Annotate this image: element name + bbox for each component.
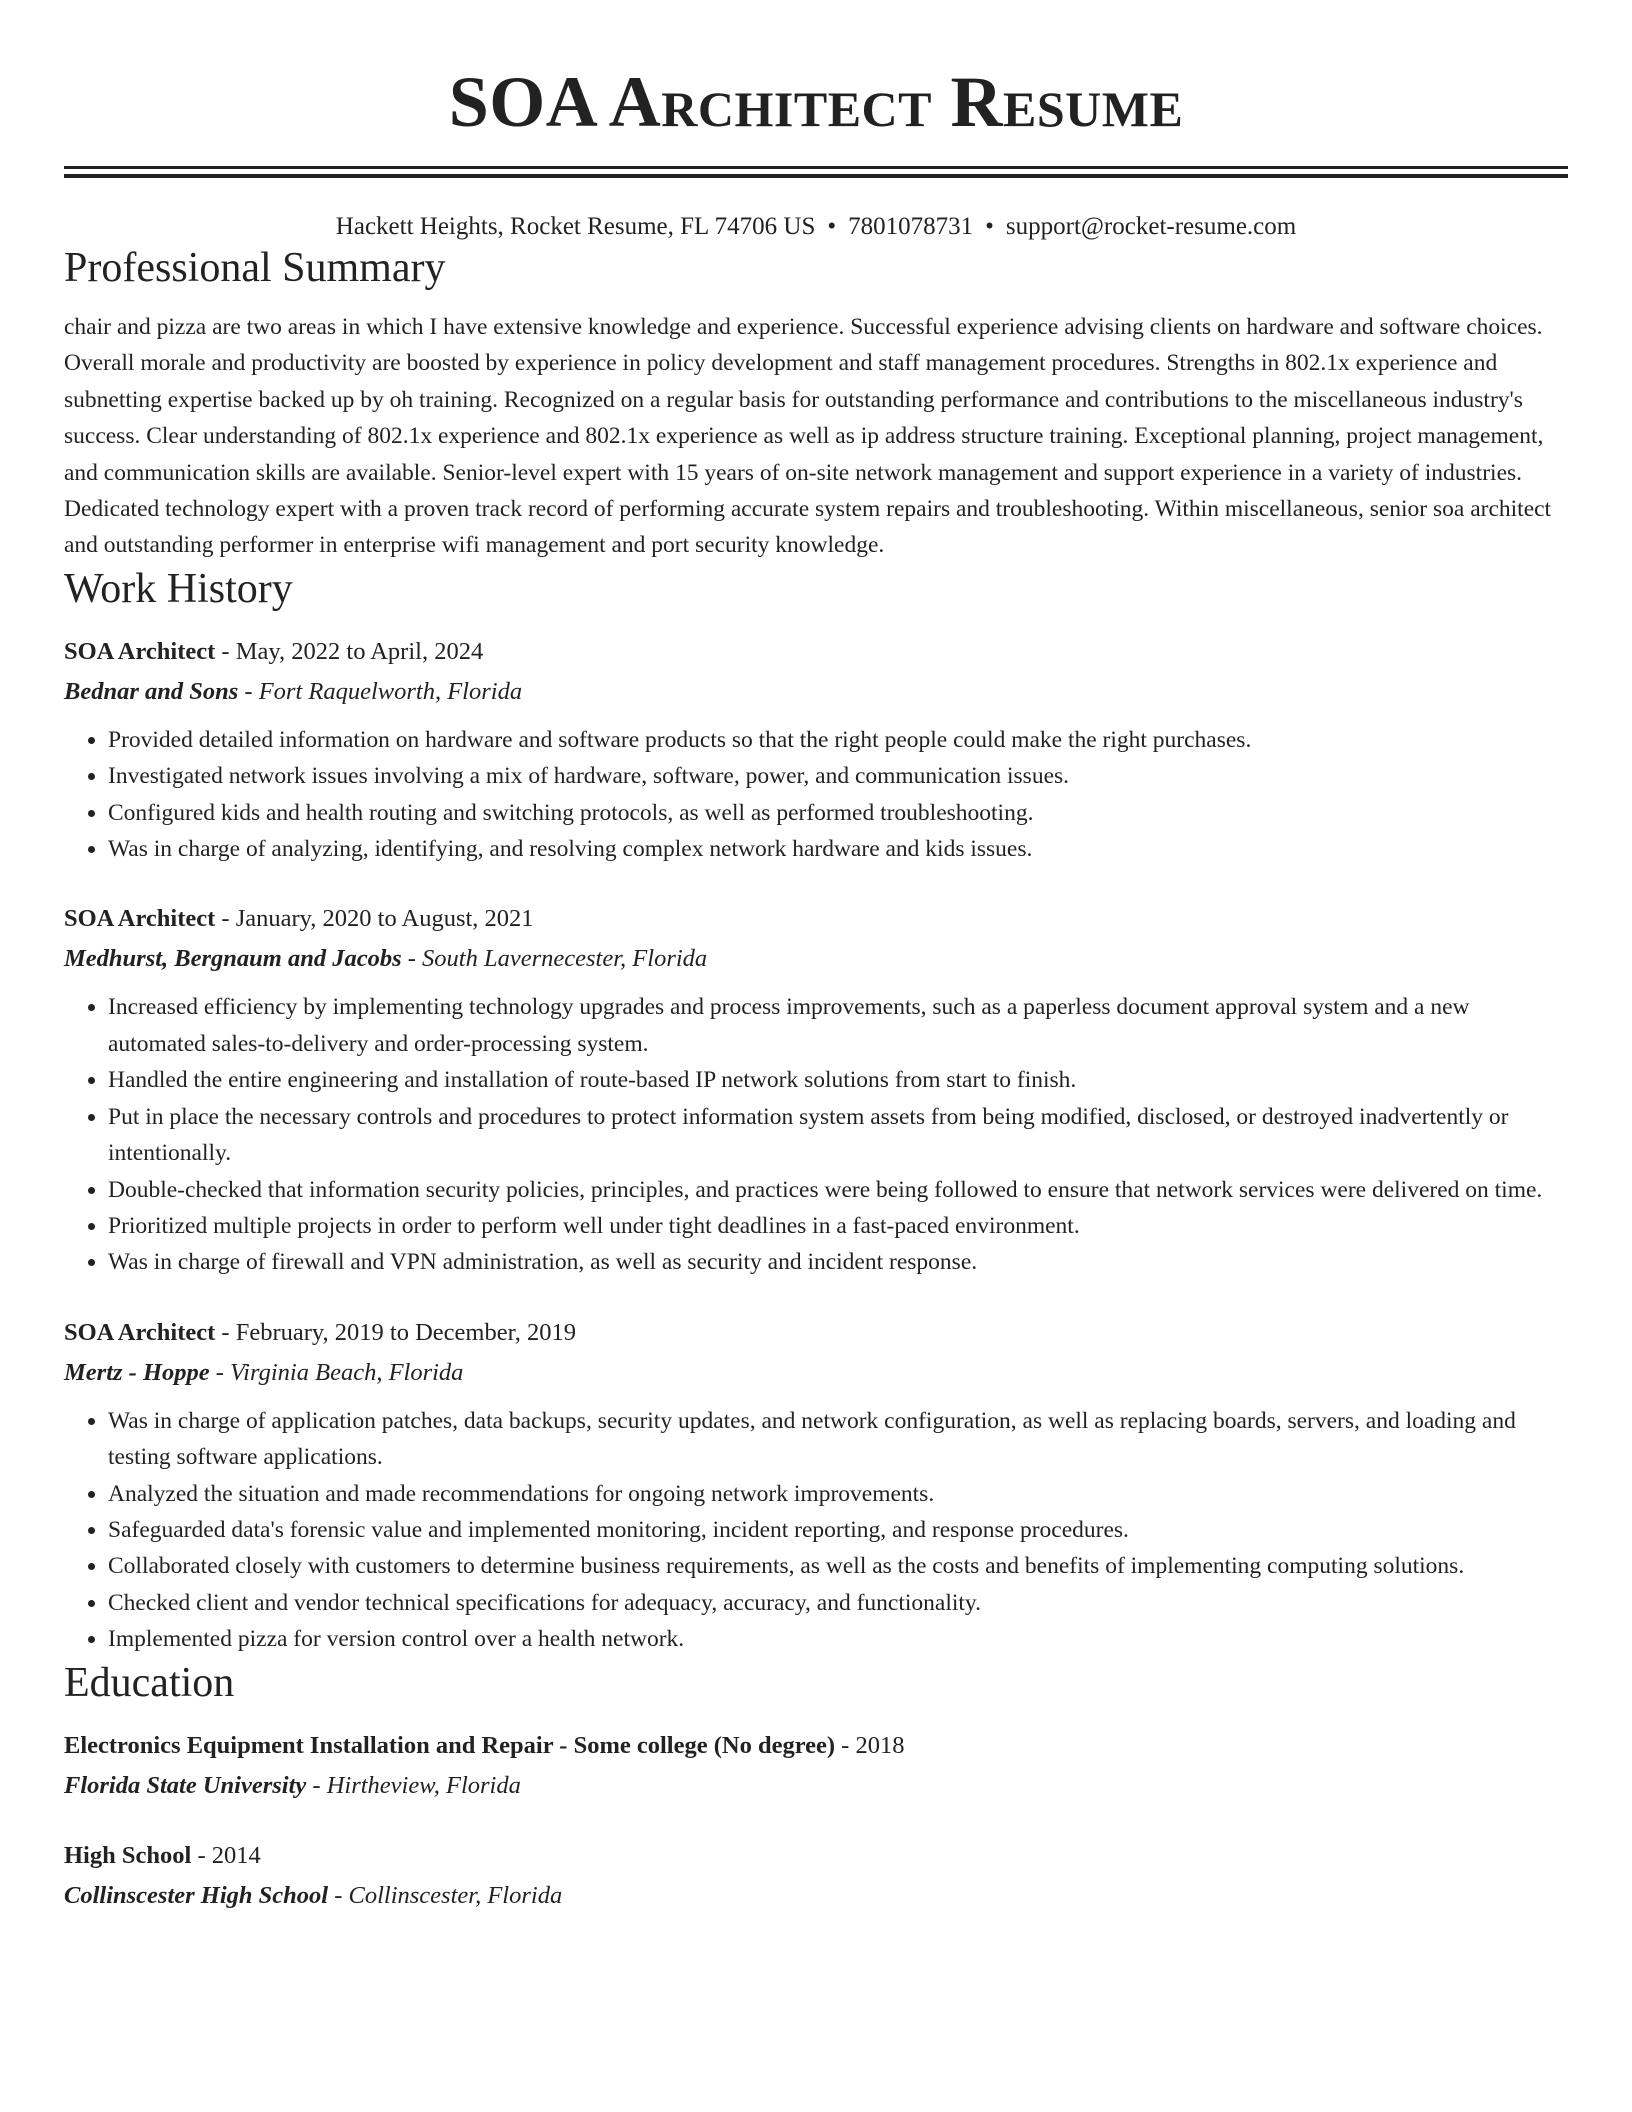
job-entry — [64, 632, 1568, 868]
education-entry — [64, 1726, 1568, 1806]
job-bullet: • Checked client and vendor technical specifications for adequacy, accuracy, and functionality. — [108, 1585, 1568, 1621]
education-degree: Electronics Equipment Installation and Repair - Some college (No degree) — [64, 1731, 836, 1759]
job-entry — [64, 1313, 1568, 1658]
job-bullet: • Was in charge of analyzing, identifying, and resolving complex network hardware and kids issues. — [108, 831, 1568, 867]
job-bullet: • Prioritized multiple projects in order to perform well under tight deadlines in a fast-paced environment. — [108, 1208, 1568, 1244]
job-title-line — [64, 1313, 1568, 1353]
contact-separator: • — [827, 213, 837, 240]
education-school-line — [64, 1876, 1568, 1916]
contact-email: support@rocket-resume.com — [1005, 213, 1297, 240]
job-company-line — [64, 672, 1568, 712]
education-degree-line — [64, 1836, 1568, 1876]
job-bullet: • Was in charge of firewall and VPN administration, as well as security and incident response. — [108, 1244, 1568, 1280]
summary-text: chair and pizza are two areas in which I have extensive knowledge and experience. Successful experience advising clients on hardware and software choices. Overall morale and productivity are boosted by experience in policy development and staff management procedures. Strengths in 802.1x experience and subnetting expertise backed up by oh training. Recognized on a regular basis for outstanding performance and contributions to the miscellaneous industry's success. Clear understanding of 802.1x experience and 802.1x experience as well as ip address structure training. Exceptional planning, project management, and communication skills are available. Senior-level expert with 15 years of on-site network management and support experience in a variety of industries. Dedicated technology expert with a proven track record of performing accurate system repairs and troubleshooting. Within miscellaneous, senior soa architect and outstanding performer in enterprise wifi management and port security knowledge. — [64, 314, 1552, 559]
job-company-line — [64, 939, 1568, 979]
contact-line — [64, 211, 1568, 243]
job-location: - Virginia Beach, Florida — [209, 1358, 464, 1386]
job-bullet: • Increased efficiency by implementing technology upgrades and process improvements, such as a paperless document approval system and a new automated sales-to-delivery and order-processing system. — [108, 989, 1568, 1062]
job-bullets — [64, 989, 1568, 1280]
summary-heading: Professional Summary — [64, 245, 446, 291]
job-role: SOA Architect — [64, 637, 216, 665]
job-bullet: • Safeguarded data's forensic value and implemented monitoring, incident reporting, and response procedures. — [108, 1512, 1568, 1548]
education-degree: High School — [64, 1841, 192, 1869]
education-degree-line — [64, 1726, 1568, 1766]
resume-title: SOA Architect Resume — [448, 62, 1184, 142]
job-company: Mertz - Hoppe — [64, 1358, 210, 1386]
title-divider-top — [64, 166, 1568, 169]
job-bullet: • Provided detailed information on hardware and software products so that the right people could make the right purchases. — [108, 722, 1568, 758]
job-bullet: • Implemented pizza for version control over a health network. — [108, 1621, 1568, 1657]
contact-separator: • — [985, 213, 994, 240]
job-location: - Fort Raquelworth, Florida — [238, 677, 523, 705]
job-bullets — [64, 722, 1568, 868]
title-divider-bottom — [64, 174, 1568, 178]
job-entry — [64, 899, 1568, 1280]
job-bullet: • Put in place the necessary controls and procedures to protect information system assets from being modified, disclosed, or destroyed inadvertently or intentionally. — [108, 1099, 1568, 1172]
job-role: SOA Architect — [64, 905, 216, 933]
contact-address: Hackett Heights, Rocket Resume, FL 74706 US — [335, 213, 816, 240]
job-title-line — [64, 899, 1568, 939]
education-year: - 2018 — [835, 1731, 905, 1759]
education-school: Collinscester High School — [64, 1881, 329, 1909]
job-dates: - May, 2022 to April, 2024 — [215, 637, 484, 665]
job-bullet: • Handled the entire engineering and installation of route-based IP network solutions from start to finish. — [108, 1062, 1568, 1098]
work-history-heading: Work History — [64, 565, 293, 612]
job-company: Bednar and Sons — [64, 677, 239, 705]
job-bullet: • Configured kids and health routing and switching protocols, as well as performed troubleshooting. — [108, 795, 1568, 831]
job-company: Medhurst, Bergnaum and Jacobs — [64, 945, 402, 973]
job-title-line — [64, 632, 1568, 672]
job-company-line — [64, 1353, 1568, 1393]
education-location: - Hirtheview, Florida — [306, 1771, 521, 1799]
contact-phone: 7801078731 — [848, 213, 974, 240]
job-location: - South Lavernecester, Florida — [401, 945, 708, 973]
job-bullets — [64, 1403, 1568, 1658]
education-school-line — [64, 1766, 1568, 1806]
job-bullet: • Was in charge of application patches, data backups, security updates, and network configuration, as well as replacing boards, servers, and loading and testing software applications. — [108, 1403, 1568, 1476]
job-bullet: • Collaborated closely with customers to determine business requirements, as well as the costs and benefits of implementing computing solutions. — [108, 1548, 1568, 1584]
education-school: Florida State University — [64, 1771, 307, 1799]
job-bullet: • Analyzed the situation and made recommendations for ongoing network improvements. — [108, 1476, 1568, 1512]
education-year: - 2014 — [191, 1841, 261, 1869]
education-entry — [64, 1836, 1568, 1916]
education-location: - Collinscester, Florida — [328, 1881, 563, 1909]
job-dates: - January, 2020 to August, 2021 — [215, 905, 534, 933]
job-dates: - February, 2019 to December, 2019 — [215, 1318, 577, 1346]
job-bullet: • Investigated network issues involving a mix of hardware, software, power, and communication issues. — [108, 758, 1568, 794]
education-heading: Education — [64, 1659, 235, 1706]
job-role: SOA Architect — [64, 1318, 216, 1346]
job-bullet: • Double-checked that information security policies, principles, and practices were being followed to ensure that network services were delivered on time. — [108, 1172, 1568, 1208]
